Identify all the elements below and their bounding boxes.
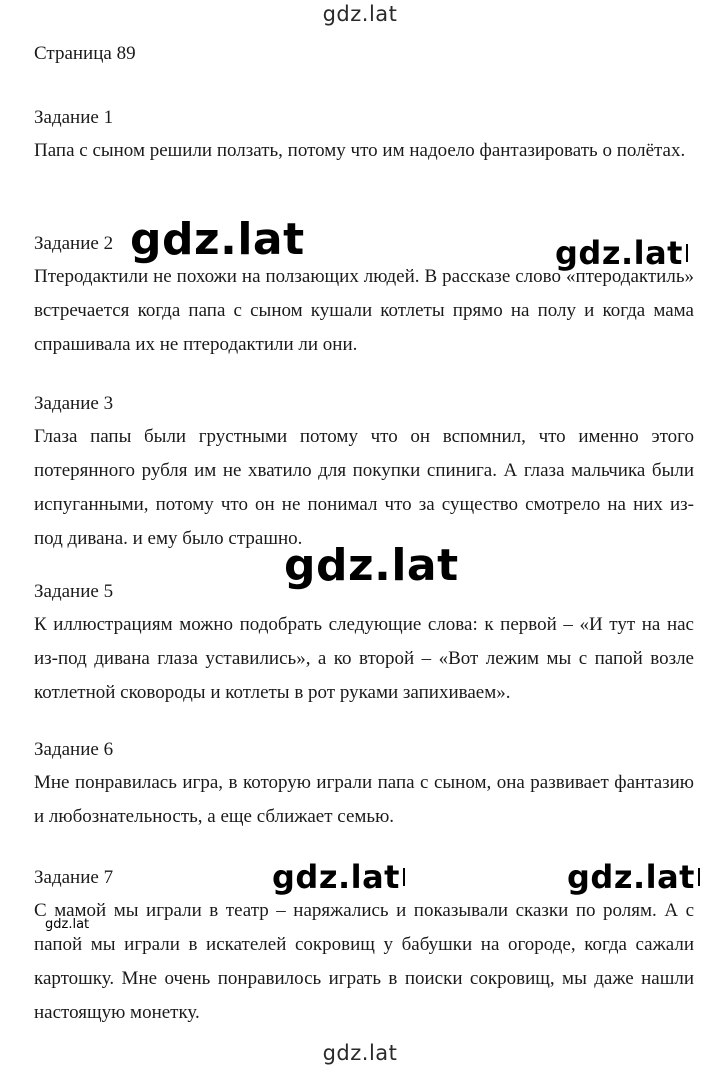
site-header-text: gdz.lat bbox=[322, 2, 398, 26]
task-text: Птеродактили не похожи на ползающих людей. В рассказе слово «птеродактиль» встречается когда папа с сыном кушали котлеты прямо на полу и когда мама спрашивала их не птеродактили ли они. bbox=[34, 266, 694, 355]
watermark-text: gdz.lat bbox=[272, 858, 400, 896]
task-heading: Задание 2 bbox=[34, 233, 114, 254]
page-title: Страница 89 bbox=[34, 43, 136, 64]
watermark-text: gdz.lat bbox=[555, 234, 683, 272]
watermark-text: gdz.lat bbox=[567, 858, 695, 896]
task-text: С мамой мы играли в театр – наряжались и показывали сказки по ролям. А с папой мы играли в искателей сокровищ у бабушки на огороде, когда сажали картошку. Мне очень понравилось играть в поиски сокровищ, мы даже нашли настоящую монетку. bbox=[34, 900, 694, 1023]
watermark-logo bbox=[272, 858, 405, 896]
watermark-logo bbox=[130, 214, 305, 265]
task-heading: Задание 3 bbox=[34, 393, 114, 414]
watermark-logo bbox=[284, 540, 459, 591]
watermark-bar bbox=[686, 244, 688, 262]
task-heading: Задание 1 bbox=[34, 107, 114, 128]
task-6 bbox=[34, 736, 694, 834]
task-heading: Задание 6 bbox=[34, 739, 114, 760]
task-text: К иллюстрациям можно подобрать следующие слова: к первой – «И тут на нас из-под дивана глаза уставились», а ко второй – «Вот лежим мы с папой возле котлетной сковороды и котлеты в рот руками запихиваем». bbox=[34, 614, 694, 703]
task-text: Папа с сыном решили ползать, потому что им надоело фантазировать о полётах. bbox=[34, 140, 686, 161]
watermark-bar bbox=[403, 868, 405, 886]
task-heading: Задание 7 bbox=[34, 867, 114, 888]
task-heading: Задание 5 bbox=[34, 581, 114, 602]
watermark-bar bbox=[698, 868, 700, 886]
task-3 bbox=[34, 390, 694, 556]
watermark-text: gdz.lat bbox=[284, 540, 459, 591]
site-footer-text: gdz.lat bbox=[322, 1041, 398, 1065]
task-text: Глаза папы были грустными потому что он вспомнил, что именно этого потерянного рубля им не хватило для покупки спинига. А глаза мальчика были испуганными, потому что он не понимал что за существо смотрело на них из-под дивана. и ему было страшно. bbox=[34, 426, 694, 549]
watermark-logo bbox=[45, 917, 89, 932]
watermark-text: gdz.lat bbox=[130, 214, 305, 265]
watermark-logo bbox=[567, 858, 700, 896]
task-1 bbox=[34, 104, 694, 168]
task-text: Мне понравилась игра, в которую играли папа с сыном, она развивает фантазию и любознательность, а еще сближает семью. bbox=[34, 772, 694, 827]
task-5 bbox=[34, 578, 694, 710]
watermark-logo bbox=[555, 234, 688, 272]
watermark-text: gdz.lat bbox=[45, 917, 90, 932]
